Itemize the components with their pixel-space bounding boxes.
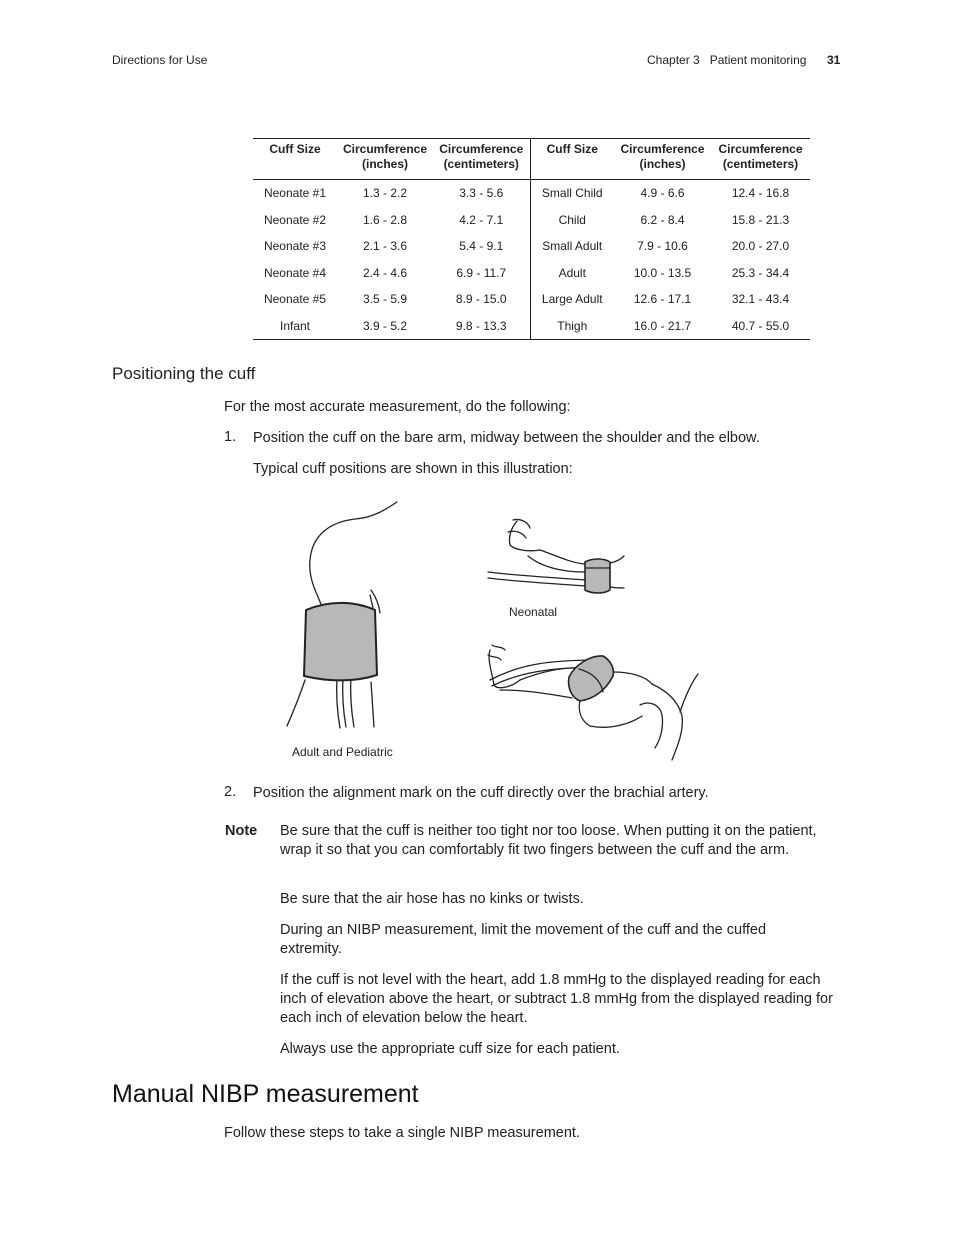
table-cell: 10.0 - 13.5 [633, 265, 692, 280]
note-item-1: Be sure that the cuff is neither too tight nor too loose. When putting it on the patient, wrap it so that you can comfortably fit two fingers between the cuff and the arm. [280, 823, 817, 858]
col-header-cuff-size: Cuff Size [253, 139, 337, 180]
table-cell: Adult [530, 260, 614, 287]
adult-cuff-drawing [304, 603, 377, 681]
note-item-5: Always use the appropriate cuff size for each patient. [280, 1041, 620, 1057]
table-cell: 3.5 - 5.9 [362, 292, 408, 306]
table-cell: 1.3 - 2.2 [362, 186, 408, 200]
table-cell: 4.2 - 7.1 [459, 212, 504, 227]
section-intro: For the most accurate measurement, do the following: [224, 399, 571, 415]
table-cell: 15.8 - 21.3 [731, 212, 790, 227]
table-cell: Infant [279, 318, 311, 333]
table-cell: 16.0 - 21.7 [633, 318, 692, 333]
running-header-left: Directions for Use [112, 53, 208, 67]
note-label: Note [225, 823, 258, 839]
table-cell: 1.6 - 2.8 [362, 212, 408, 227]
section-heading-manual-nibp: Manual NIBP measurement [112, 1080, 419, 1108]
col-header-circ-cm-2: Circumference (centimeters) [711, 139, 810, 180]
table-cell: 2.1 - 3.6 [362, 239, 408, 253]
section-heading-positioning: Positioning the cuff [112, 364, 256, 383]
step-2-text: Position the alignment mark on the cuff directly over the brachial artery. [253, 785, 709, 801]
table-cell: 12.4 - 16.8 [731, 186, 790, 200]
table-cell: Neonate #3 [263, 239, 327, 253]
table-cell: Child [530, 207, 614, 234]
table-cell: 12.6 - 17.1 [633, 292, 692, 306]
table-cell: 25.3 - 34.4 [731, 265, 790, 280]
step-1-subtext: Typical cuff positions are shown in this illustration: [253, 461, 573, 477]
table-cell: Neonate #4 [263, 265, 327, 280]
col-header-circ-inches-2: Circumference (inches) [614, 139, 711, 180]
table-cell: 20.0 - 27.0 [731, 239, 790, 253]
step-number-1: 1. [224, 429, 237, 445]
table-cell: Large Adult [530, 286, 614, 313]
table-cell: 7.9 - 10.6 [637, 239, 688, 253]
table-cell: 40.7 - 55.0 [731, 318, 790, 333]
table-cell: Neonate #5 [263, 292, 327, 306]
neonatal-arm-cuff-drawing [585, 559, 610, 593]
note-item-3: During an NIBP measurement, limit the movement of the cuff and the cuffed extremity. [280, 922, 767, 957]
col-header-circ-inches: Circumference (inches) [337, 139, 433, 180]
table-cell: Neonate #1 [263, 186, 327, 200]
neonatal-leg-cuff-drawing [569, 656, 614, 701]
col-header-circ-cm: Circumference (centimeters) [433, 139, 530, 180]
step-number-2: 2. [224, 784, 237, 800]
table-cell: Thigh [530, 313, 614, 340]
table-cell: 2.4 - 4.6 [362, 265, 408, 280]
table-cell: 3.9 - 5.2 [362, 318, 408, 333]
table-cell: 9.8 - 13.3 [455, 318, 507, 333]
table-cell: Neonate #2 [263, 212, 327, 227]
table-cell: 6.9 - 11.7 [456, 265, 507, 280]
manual-intro: Follow these steps to take a single NIBP measurement. [224, 1125, 580, 1141]
table-cell: 4.9 - 6.6 [640, 186, 685, 200]
note-item-4: If the cuff is not level with the heart, add 1.8 mmHg to the displayed reading for each inch of elevation above the heart, or subtract 1.8 mmHg from the displayed reading for each inch of elevation below the heart. [280, 972, 833, 1026]
col-header-cuff-size-2: Cuff Size [530, 139, 614, 180]
step-1-text: Position the cuff on the bare arm, midway between the shoulder and the elbow. [253, 430, 760, 446]
table-cell: 32.1 - 43.4 [731, 292, 790, 306]
table-cell: 6.2 - 8.4 [640, 212, 685, 227]
note-item-2: Be sure that the air hose has no kinks or twists. [280, 891, 584, 907]
running-header-chapter: Chapter 3 Patient monitoring [647, 53, 807, 67]
table-cell: Small Child [530, 180, 614, 207]
table-cell: 5.4 - 9.1 [459, 239, 504, 253]
table-cell: 8.9 - 15.0 [455, 292, 507, 306]
table-cell: 3.3 - 5.6 [459, 186, 504, 200]
table-cell: Small Adult [530, 233, 614, 260]
caption-neonatal: Neonatal [509, 605, 558, 619]
caption-adult-pediatric: Adult and Pediatric [292, 745, 393, 759]
page-number: 31 [827, 53, 841, 67]
